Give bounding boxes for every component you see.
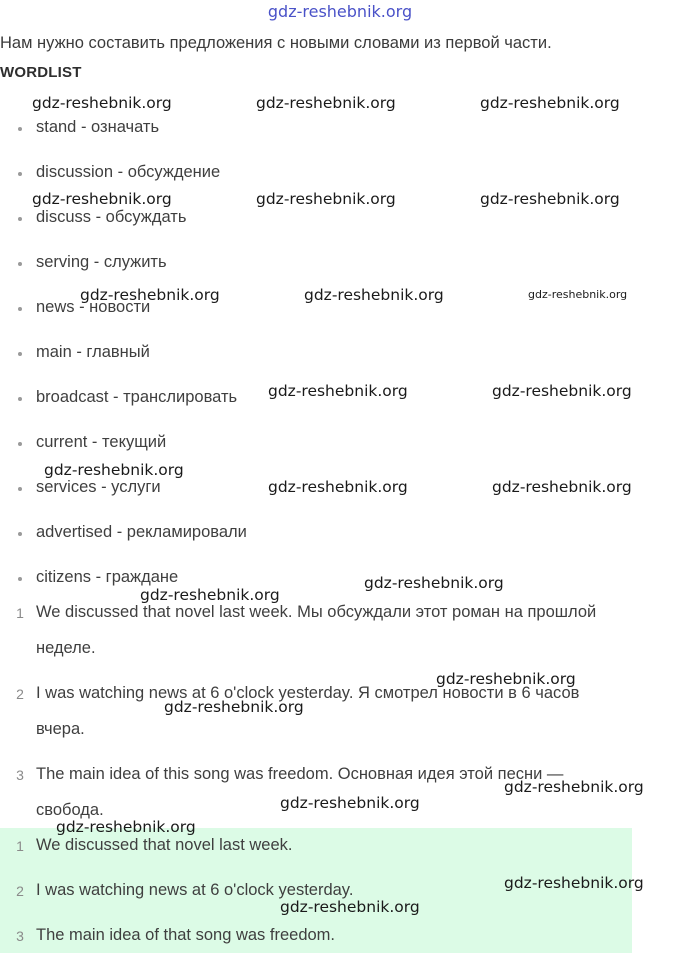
sentence-number: 3	[16, 767, 24, 783]
sentence-line: вчера.	[36, 720, 85, 738]
watermark: gdz-reshebnik.org	[528, 288, 628, 301]
watermark: gdz-reshebnik.org	[56, 818, 196, 836]
watermark: gdz-reshebnik.org	[480, 190, 620, 208]
watermark: gdz-reshebnik.org	[492, 382, 632, 400]
watermark: gdz-reshebnik.org	[256, 94, 396, 112]
answer-number: 1	[16, 838, 24, 854]
answer-number: 3	[16, 928, 24, 944]
bullet-icon	[18, 442, 22, 446]
answer-sentence: We discussed that novel last week.	[36, 836, 293, 854]
sentence-line: The main idea of this song was freedom. Основная идея этой песни —	[36, 765, 564, 783]
watermark: gdz-reshebnik.org	[504, 874, 644, 892]
bullet-icon	[18, 172, 22, 176]
intro-text: Нам нужно составить предложения с новыми словами из первой части.	[0, 34, 552, 52]
bullet-icon	[18, 532, 22, 536]
answer-number: 2	[16, 883, 24, 899]
bullet-icon	[18, 217, 22, 221]
site-header-link[interactable]: gdz-reshebnik.org	[267, 2, 413, 21]
watermark: gdz-reshebnik.org	[80, 286, 220, 304]
watermark: gdz-reshebnik.org	[364, 574, 504, 592]
watermark: gdz-reshebnik.org	[436, 670, 576, 688]
answer-sentence: I was watching news at 6 o'clock yesterday.	[36, 881, 354, 899]
watermark: gdz-reshebnik.org	[280, 898, 420, 916]
watermark: gdz-reshebnik.org	[140, 586, 280, 604]
watermark: gdz-reshebnik.org	[32, 94, 172, 112]
bullet-icon	[18, 577, 22, 581]
watermark: gdz-reshebnik.org	[32, 190, 172, 208]
bullet-icon	[18, 307, 22, 311]
bullet-icon	[18, 262, 22, 266]
bullet-icon	[18, 397, 22, 401]
watermark: gdz-reshebnik.org	[304, 286, 444, 304]
sentence-line: свобода.	[36, 801, 104, 819]
watermark: gdz-reshebnik.org	[256, 190, 396, 208]
watermark: gdz-reshebnik.org	[268, 478, 408, 496]
sentence-number: 2	[16, 686, 24, 702]
watermark: gdz-reshebnik.org	[268, 382, 408, 400]
watermark: gdz-reshebnik.org	[164, 698, 304, 716]
answer-sentence: The main idea of that song was freedom.	[36, 926, 335, 944]
watermark: gdz-reshebnik.org	[504, 778, 644, 796]
watermark: gdz-reshebnik.org	[280, 794, 420, 812]
sentence-line: неделе.	[36, 639, 96, 657]
watermark: gdz-reshebnik.org	[480, 94, 620, 112]
sentence-number: 1	[16, 605, 24, 621]
wordlist-heading: WORDLIST	[0, 64, 82, 81]
watermark: gdz-reshebnik.org	[492, 478, 632, 496]
bullet-icon	[18, 127, 22, 131]
watermark: gdz-reshebnik.org	[44, 461, 184, 479]
bullet-icon	[18, 487, 22, 491]
sentence-line: I was watching news at 6 o'clock yesterday. Я смотрел новости в 6 часов	[36, 684, 580, 702]
bullet-icon	[18, 352, 22, 356]
sentence-line: We discussed that novel last week. Мы обсуждали этот роман на прошлой	[36, 603, 597, 621]
